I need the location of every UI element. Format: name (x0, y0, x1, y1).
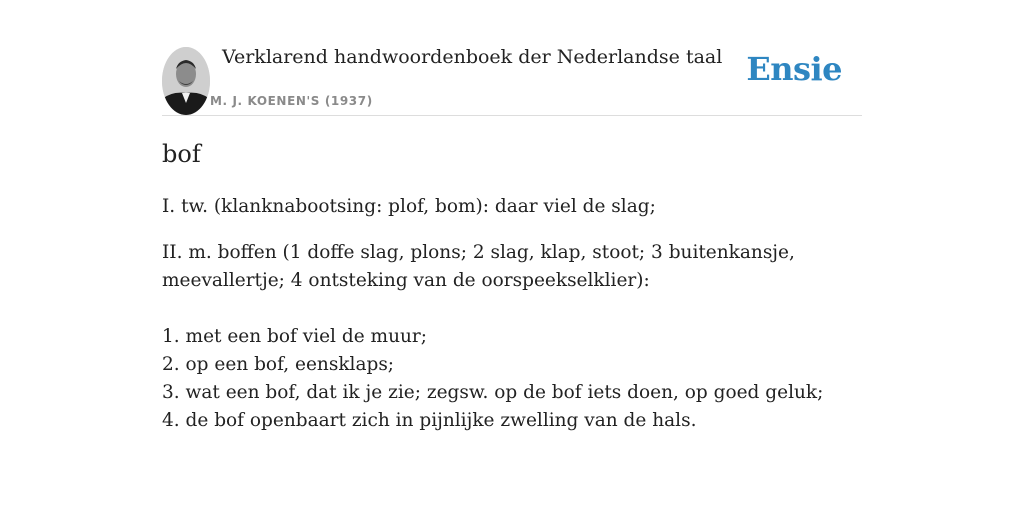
author-portrait-image (162, 47, 210, 115)
author-portrait (162, 47, 210, 115)
page (162, 0, 862, 512)
author-label: M. J. KOENEN'S (1937) (210, 94, 373, 108)
example-item: 4. de bof openbaart zich in pijnlijke zwelling van de hals. (162, 410, 697, 431)
example-item: 1. met een bof viel de muur; (162, 326, 427, 347)
ensie-logo-link[interactable]: Ensie (746, 50, 842, 88)
definition-1: I. tw. (klanknabootsing: plof, bom): daar viel de slag; (162, 196, 656, 217)
headword: bof (162, 140, 201, 168)
example-list (162, 323, 862, 435)
example-item: 3. wat een bof, dat ik je zie; zegsw. op de bof iets doen, op goed geluk; (162, 382, 824, 403)
book-title: Verklarend handwoordenboek der Nederlandse taal (222, 46, 723, 68)
example-item: 2. op een bof, eensklaps; (162, 354, 395, 375)
definition-2: II. m. boffen (1 doffe slag, plons; 2 slag, klap, stoot; 3 buitenkansje, meevallertje; 4 ontsteking van de oorspeekselklier): (162, 242, 795, 291)
site-header (162, 0, 862, 116)
